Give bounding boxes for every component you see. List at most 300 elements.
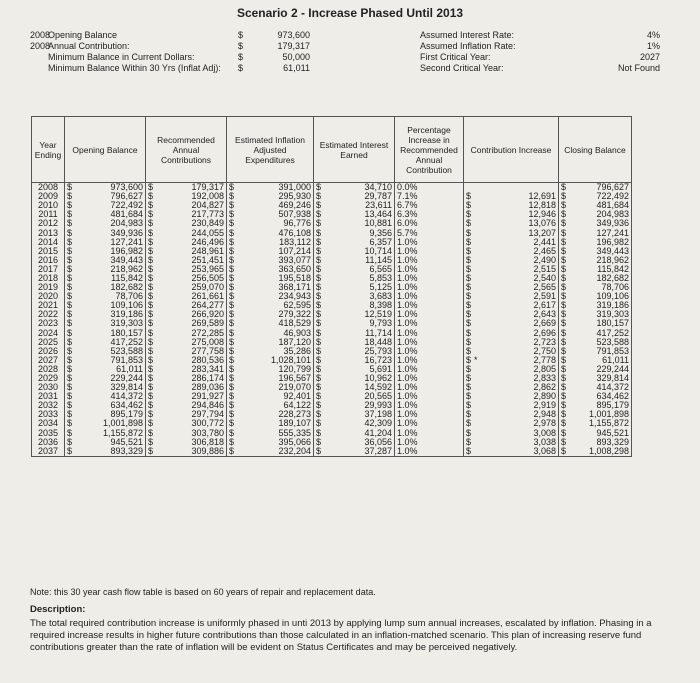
cell-opening-balance: 349,443 xyxy=(77,256,146,265)
cell-contribution-increase: 2,515 xyxy=(478,265,559,274)
dollar-sign: $ xyxy=(65,383,78,392)
cell-interest-earned: 42,309 xyxy=(326,419,395,428)
dollar-sign: $ xyxy=(314,292,327,301)
summary-year: 2008 xyxy=(30,30,51,40)
dollar-sign: $ xyxy=(559,310,572,319)
cell-contribution-increase: 12,818 xyxy=(478,201,559,210)
cell-contribution-increase: 12,691 xyxy=(478,192,559,201)
dollar-sign: $ xyxy=(65,429,78,438)
dollar-sign: $ xyxy=(146,283,159,292)
summary-right-value: Not Found xyxy=(617,63,660,73)
cell-percentage-increase: 1.0% xyxy=(395,392,464,401)
cell-closing-balance: 722,492 xyxy=(571,192,632,201)
cell-expenditures: 368,171 xyxy=(239,283,314,292)
dollar-sign: $ xyxy=(227,356,240,365)
cell-expenditures: 196,567 xyxy=(239,374,314,383)
dollar-sign: $ xyxy=(314,210,327,219)
cell-contribution-increase: 2,565 xyxy=(478,283,559,292)
cell-contribution-increase: 2,723 xyxy=(478,338,559,347)
cell-recommended-contribution: 275,008 xyxy=(158,338,227,347)
cell-closing-balance: 893,329 xyxy=(571,438,632,447)
cell-year: 2015 xyxy=(32,247,65,256)
cell-closing-balance: 78,706 xyxy=(571,283,632,292)
cell-year: 2027 xyxy=(32,356,65,365)
dollar-sign: $ xyxy=(464,401,478,410)
summary-row xyxy=(30,41,670,52)
dollar-sign: $ xyxy=(559,292,572,301)
dollar-sign: $ xyxy=(146,292,159,301)
cell-recommended-contribution: 280,536 xyxy=(158,356,227,365)
cell-expenditures: 295,930 xyxy=(239,192,314,201)
dollar-sign: $ xyxy=(227,383,240,392)
dollar-sign: $ xyxy=(464,228,478,237)
cell-recommended-contribution: 277,758 xyxy=(158,347,227,356)
cell-year: 2024 xyxy=(32,329,65,338)
cell-closing-balance: 1,008,298 xyxy=(571,447,632,457)
dollar-sign: $ xyxy=(314,183,327,193)
header-interest: Estimated Interest Earned xyxy=(314,117,395,183)
cell-interest-earned: 8,398 xyxy=(326,301,395,310)
dollar-sign: $ xyxy=(559,429,572,438)
cell-expenditures: 363,650 xyxy=(239,265,314,274)
dollar-sign: $ xyxy=(314,310,327,319)
cell-year: 2026 xyxy=(32,347,65,356)
dollar-sign: $ xyxy=(227,192,240,201)
dollar-sign: $ xyxy=(559,319,572,328)
dollar-sign: $ xyxy=(227,183,240,193)
cell-percentage-increase: 1.0% xyxy=(395,329,464,338)
dollar-sign: $ xyxy=(464,283,478,292)
dollar-sign: $ xyxy=(65,301,78,310)
cell-year: 2035 xyxy=(32,429,65,438)
cell-year: 2014 xyxy=(32,238,65,247)
cell-closing-balance: 945,521 xyxy=(571,429,632,438)
cell-interest-earned: 5,125 xyxy=(326,283,395,292)
dollar-sign: $ xyxy=(65,356,78,365)
cash-flow-table xyxy=(31,116,632,457)
cell-opening-balance: 973,600 xyxy=(77,183,146,193)
dollar-sign: $ xyxy=(227,392,240,401)
cell-closing-balance: 182,682 xyxy=(571,274,632,283)
summary-right-value: 4% xyxy=(646,30,660,40)
cell-interest-earned: 6,565 xyxy=(326,265,395,274)
cell-interest-earned: 18,448 xyxy=(326,338,395,347)
cell-interest-earned: 25,793 xyxy=(326,347,395,356)
cell-percentage-increase: 1.0% xyxy=(395,410,464,419)
cell-expenditures: 418,529 xyxy=(239,319,314,328)
cell-interest-earned: 11,145 xyxy=(326,256,395,265)
dollar-sign: $ xyxy=(146,374,159,383)
dollar-sign: $ xyxy=(314,265,327,274)
dollar-sign: $ xyxy=(146,447,159,457)
cell-opening-balance: 329,814 xyxy=(77,383,146,392)
dollar-sign: $ xyxy=(314,228,327,237)
cell-percentage-increase: 1.0% xyxy=(395,310,464,319)
cell-recommended-contribution: 289,036 xyxy=(158,383,227,392)
cell-expenditures: 393,077 xyxy=(239,256,314,265)
cell-interest-earned: 41,204 xyxy=(326,429,395,438)
cell-interest-earned: 9,356 xyxy=(326,228,395,237)
cell-percentage-increase: 1.0% xyxy=(395,447,464,457)
dollar-sign: $ xyxy=(65,247,78,256)
cell-closing-balance: 61,011 xyxy=(571,356,632,365)
summary-label: Minimum Balance in Current Dollars: xyxy=(48,52,195,62)
dollar-sign: $ xyxy=(146,401,159,410)
dollar-sign: $ xyxy=(314,447,327,457)
dollar-sign: $ xyxy=(227,219,240,228)
cell-expenditures: 120,799 xyxy=(239,365,314,374)
cell-opening-balance: 229,244 xyxy=(77,374,146,383)
summary-value: 50,000 xyxy=(282,52,310,62)
summary-right-label: Assumed Interest Rate: xyxy=(420,30,515,40)
dollar-sign: $ xyxy=(65,392,78,401)
cell-expenditures: 62,595 xyxy=(239,301,314,310)
summary-label: Minimum Balance Within 30 Yrs (Inflat Adj): xyxy=(48,63,221,73)
cell-contribution-increase: 13,076 xyxy=(478,219,559,228)
dollar-sign: $ xyxy=(146,310,159,319)
dollar-sign: $ xyxy=(559,256,572,265)
dollar-sign: $ xyxy=(314,338,327,347)
cell-interest-earned: 29,787 xyxy=(326,192,395,201)
cell-expenditures: 195,518 xyxy=(239,274,314,283)
cell-contribution-increase: 2,591 xyxy=(478,292,559,301)
dollar-sign: $ xyxy=(227,347,240,356)
cell-opening-balance: 1,001,898 xyxy=(77,419,146,428)
dollar-sign: $ xyxy=(559,347,572,356)
dollar-sign: $ xyxy=(227,410,240,419)
dollar-sign: $ xyxy=(227,301,240,310)
dollar-sign: $ xyxy=(146,256,159,265)
cell-closing-balance: 319,303 xyxy=(571,310,632,319)
summary-year xyxy=(30,52,48,63)
dollar-sign: $ xyxy=(464,438,478,447)
cell-percentage-increase: 1.0% xyxy=(395,247,464,256)
dollar-sign: $ xyxy=(238,52,244,62)
dollar-sign: $ xyxy=(65,329,78,338)
dollar-sign: $ xyxy=(559,356,572,365)
dollar-sign: $ xyxy=(146,265,159,274)
dollar-sign: $ xyxy=(227,228,240,237)
cell-year: 2031 xyxy=(32,392,65,401)
cell-interest-earned: 10,881 xyxy=(326,219,395,228)
cell-recommended-contribution: 297,794 xyxy=(158,410,227,419)
cell-percentage-increase: 1.0% xyxy=(395,292,464,301)
cell-closing-balance: 115,842 xyxy=(571,265,632,274)
cell-closing-balance: 523,588 xyxy=(571,338,632,347)
header-expenditures: Estimated Inflation Adjusted Expenditures xyxy=(227,117,314,183)
header-percentage-increase: Percentage Increase in Recommended Annual Contribution xyxy=(395,117,464,183)
cell-recommended-contribution: 244,055 xyxy=(158,228,227,237)
dollar-sign: $ xyxy=(559,183,572,193)
summary-row xyxy=(30,63,670,74)
dollar-sign: $ xyxy=(227,201,240,210)
header-opening-balance: Opening Balance xyxy=(65,117,146,183)
dollar-sign: $ xyxy=(146,201,159,210)
dollar-sign: $ xyxy=(146,338,159,347)
cell-year: 2009 xyxy=(32,192,65,201)
cell-percentage-increase: 1.0% xyxy=(395,338,464,347)
dollar-sign: $ xyxy=(227,438,240,447)
dollar-sign: $ xyxy=(314,238,327,247)
cell-contribution-increase: 2,465 xyxy=(478,247,559,256)
dollar-sign: $ xyxy=(559,283,572,292)
cell-year: 2025 xyxy=(32,338,65,347)
dollar-sign: $ xyxy=(559,338,572,347)
dollar-sign: $ xyxy=(314,301,327,310)
dollar-sign: $ xyxy=(65,319,78,328)
cell-percentage-increase: 1.0% xyxy=(395,265,464,274)
cell-recommended-contribution: 303,780 xyxy=(158,429,227,438)
cell-interest-earned: 14,592 xyxy=(326,383,395,392)
dollar-sign: $ xyxy=(65,401,78,410)
cell-expenditures: 46,903 xyxy=(239,329,314,338)
cell-recommended-contribution: 261,661 xyxy=(158,292,227,301)
dollar-sign: $ xyxy=(65,292,78,301)
dollar-sign: $ xyxy=(227,319,240,328)
cell-interest-earned: 37,198 xyxy=(326,410,395,419)
cell-expenditures: 1,028,101 xyxy=(239,356,314,365)
cell-expenditures: 96,776 xyxy=(239,219,314,228)
cell-closing-balance: 895,179 xyxy=(571,401,632,410)
cell-interest-earned: 9,793 xyxy=(326,319,395,328)
header-year: Year Ending xyxy=(32,117,65,183)
cell-percentage-increase: 6.3% xyxy=(395,210,464,219)
cell-recommended-contribution: 300,772 xyxy=(158,419,227,428)
dollar-sign: $ xyxy=(559,247,572,256)
cell-opening-balance: 319,303 xyxy=(77,319,146,328)
cell-expenditures: 476,108 xyxy=(239,228,314,237)
cell-percentage-increase: 0.0% xyxy=(395,183,464,193)
dollar-sign: $ xyxy=(314,192,327,201)
cell-contribution-increase: 2,669 xyxy=(478,319,559,328)
cell-recommended-contribution: 217,773 xyxy=(158,210,227,219)
cell-closing-balance: 1,001,898 xyxy=(571,410,632,419)
dollar-sign: $ xyxy=(314,274,327,283)
dollar-sign: $ xyxy=(314,247,327,256)
cell-interest-earned: 20,565 xyxy=(326,392,395,401)
dollar-sign: $ xyxy=(314,347,327,356)
dollar-sign: $ xyxy=(65,447,78,457)
cell-recommended-contribution: 294,846 xyxy=(158,401,227,410)
cell-contribution-increase: 3,038 xyxy=(478,438,559,447)
header-contribution-increase: Contribution Increase xyxy=(464,117,559,183)
cell-percentage-increase: 7.1% xyxy=(395,192,464,201)
cell-contribution-increase: 13,207 xyxy=(478,228,559,237)
dollar-sign: $ xyxy=(227,238,240,247)
page-title: Scenario 2 - Increase Phased Until 2013 xyxy=(236,6,464,20)
cell-contribution-increase: 2,778 xyxy=(478,356,559,365)
cell-expenditures: 183,112 xyxy=(239,238,314,247)
cell-percentage-increase: 1.0% xyxy=(395,438,464,447)
cell-expenditures: 391,000 xyxy=(239,183,314,193)
cell-recommended-contribution: 230,849 xyxy=(158,219,227,228)
cell-expenditures: 507,938 xyxy=(239,210,314,219)
dollar-sign: $ xyxy=(464,310,478,319)
dollar-sign: $ xyxy=(227,265,240,274)
cell-percentage-increase: 1.0% xyxy=(395,319,464,328)
dollar-sign: $ xyxy=(559,365,572,374)
cell-opening-balance: 791,853 xyxy=(77,356,146,365)
summary-block xyxy=(30,30,670,74)
cell-opening-balance: 196,982 xyxy=(77,247,146,256)
dollar-sign: $ xyxy=(314,201,327,210)
dollar-sign: $ xyxy=(65,192,78,201)
dollar-sign: $ xyxy=(464,365,478,374)
dollar-sign: $ xyxy=(314,429,327,438)
cell-opening-balance: 78,706 xyxy=(77,292,146,301)
dollar-sign: $ xyxy=(65,338,78,347)
dollar-sign: $ xyxy=(559,374,572,383)
dollar-sign: $ xyxy=(65,374,78,383)
cell-recommended-contribution: 309,886 xyxy=(158,447,227,457)
dollar-sign: $ xyxy=(146,429,159,438)
cell-closing-balance: 634,462 xyxy=(571,392,632,401)
cell-contribution-increase: 3,008 xyxy=(478,429,559,438)
cell-opening-balance: 722,492 xyxy=(77,201,146,210)
cell-contribution-increase: 2,750 xyxy=(478,347,559,356)
cell-opening-balance: 1,155,872 xyxy=(77,429,146,438)
cell-contribution-increase: 2,696 xyxy=(478,329,559,338)
summary-right-value: 1% xyxy=(646,41,660,51)
cell-interest-earned: 5,691 xyxy=(326,365,395,374)
dollar-sign: $ xyxy=(464,419,478,428)
cell-percentage-increase: 1.0% xyxy=(395,347,464,356)
dollar-sign: $ xyxy=(146,183,159,193)
description-text: The total required contribution increase is uniformly phased in unti 2013 by applying lump sum annual increases, escalated by inflation. Phasing in a required increase results in higher future contributions than those calculated in an inflation-matched scenario. This plan of increasing reserve fund contributions greater than the rate of inflation will be evident on Status Certificates and may be perceived negatively. xyxy=(30,618,652,653)
dollar-sign: $ xyxy=(314,219,327,228)
cell-contribution-increase: 2,919 xyxy=(478,401,559,410)
cell-year: 2008 xyxy=(32,183,65,193)
dollar-sign: $ xyxy=(559,410,572,419)
cell-opening-balance: 523,588 xyxy=(77,347,146,356)
cell-opening-balance: 204,983 xyxy=(77,219,146,228)
cell-percentage-increase: 1.0% xyxy=(395,238,464,247)
dollar-sign: $ xyxy=(65,265,78,274)
cell-recommended-contribution: 256,505 xyxy=(158,274,227,283)
cell-interest-earned: 34,710 xyxy=(326,183,395,193)
cell-opening-balance: 945,521 xyxy=(77,438,146,447)
dollar-sign: $ xyxy=(559,401,572,410)
dollar-sign: $ xyxy=(314,438,327,447)
dollar-sign: $ xyxy=(146,319,159,328)
dollar-sign: $ xyxy=(227,447,240,457)
dollar-sign: $ xyxy=(227,419,240,428)
cell-year: 2020 xyxy=(32,292,65,301)
cell-closing-balance: 127,241 xyxy=(571,228,632,237)
dollar-sign: $ xyxy=(65,347,78,356)
dollar-sign: $ xyxy=(314,383,327,392)
dollar-sign: $ xyxy=(227,210,240,219)
cell-closing-balance: 791,853 xyxy=(571,347,632,356)
dollar-sign: $ xyxy=(65,201,78,210)
dollar-sign: $ xyxy=(314,392,327,401)
cell-recommended-contribution: 246,496 xyxy=(158,238,227,247)
dollar-sign: $ xyxy=(314,356,327,365)
cell-opening-balance: 893,329 xyxy=(77,447,146,457)
summary-value: 61,011 xyxy=(283,63,310,73)
dollar-sign: $ xyxy=(146,347,159,356)
dollar-sign: $ xyxy=(464,247,478,256)
dollar-sign: $ xyxy=(65,365,78,374)
summary-label: Annual Contribution: xyxy=(48,41,130,51)
dollar-sign: $ xyxy=(559,392,572,401)
header-recommended-contributions: Recommended Annual Contributions xyxy=(146,117,227,183)
dollar-sign: $ xyxy=(65,183,78,193)
cell-percentage-increase: 1.0% xyxy=(395,301,464,310)
dollar-sign: $ xyxy=(464,210,478,219)
cell-recommended-contribution: 259,070 xyxy=(158,283,227,292)
cell-closing-balance: 109,106 xyxy=(571,292,632,301)
cell-closing-balance: 196,982 xyxy=(571,238,632,247)
dollar-sign: $ xyxy=(559,329,572,338)
cell-opening-balance: 481,684 xyxy=(77,210,146,219)
dollar-sign: $ xyxy=(227,310,240,319)
cell-recommended-contribution: 291,927 xyxy=(158,392,227,401)
cell-year: 2010 xyxy=(32,201,65,210)
dollar-sign: $ xyxy=(146,438,159,447)
cell-opening-balance: 182,682 xyxy=(77,283,146,292)
cell-expenditures: 107,214 xyxy=(239,247,314,256)
table-row xyxy=(32,447,632,457)
dollar-sign: $ xyxy=(146,301,159,310)
cell-expenditures: 92,401 xyxy=(239,392,314,401)
cell-recommended-contribution: 266,920 xyxy=(158,310,227,319)
cell-percentage-increase: 1.0% xyxy=(395,283,464,292)
cell-expenditures: 395,066 xyxy=(239,438,314,447)
cell-year: 2036 xyxy=(32,438,65,447)
dollar-sign: $ xyxy=(65,283,78,292)
dollar-sign: $ xyxy=(559,274,572,283)
cell-expenditures: 35,286 xyxy=(239,347,314,356)
cell-contribution-increase: 2,948 xyxy=(478,410,559,419)
cell-percentage-increase: 1.0% xyxy=(395,429,464,438)
dollar-sign: $ xyxy=(559,238,572,247)
dollar-sign: $ xyxy=(227,365,240,374)
dollar-sign: $ xyxy=(559,447,572,457)
summary-value: 179,317 xyxy=(277,41,310,51)
dollar-sign: $ xyxy=(464,219,478,228)
dollar-sign: $ xyxy=(227,338,240,347)
dollar-sign: $ xyxy=(238,30,244,40)
cell-opening-balance: 634,462 xyxy=(77,401,146,410)
cell-opening-balance: 180,157 xyxy=(77,329,146,338)
cell-percentage-increase: 1.0% xyxy=(395,365,464,374)
cell-contribution-increase: 2,978 xyxy=(478,419,559,428)
dollar-sign: $ xyxy=(65,228,78,237)
dollar-sign: $ * xyxy=(464,356,478,365)
cell-closing-balance: 796,627 xyxy=(571,183,632,193)
description-heading: Description: xyxy=(30,604,86,615)
cell-opening-balance: 319,186 xyxy=(77,310,146,319)
dollar-sign: $ xyxy=(314,374,327,383)
cell-closing-balance: 329,814 xyxy=(571,374,632,383)
dollar-sign: $ xyxy=(227,329,240,338)
dollar-sign: $ xyxy=(464,329,478,338)
dollar-sign: $ xyxy=(146,419,159,428)
summary-year xyxy=(30,63,48,74)
summary-right-label: First Critical Year: xyxy=(420,52,491,62)
cell-percentage-increase: 5.7% xyxy=(395,228,464,237)
dollar-sign: $ xyxy=(146,210,159,219)
dollar-sign: $ xyxy=(314,365,327,374)
cell-expenditures: 228,273 xyxy=(239,410,314,419)
summary-right-label: Second Critical Year: xyxy=(420,63,504,73)
dollar-sign: $ xyxy=(227,292,240,301)
cell-year: 2022 xyxy=(32,310,65,319)
cell-percentage-increase: 1.0% xyxy=(395,356,464,365)
cell-contribution-increase: 2,540 xyxy=(478,274,559,283)
cell-expenditures: 232,204 xyxy=(239,447,314,457)
